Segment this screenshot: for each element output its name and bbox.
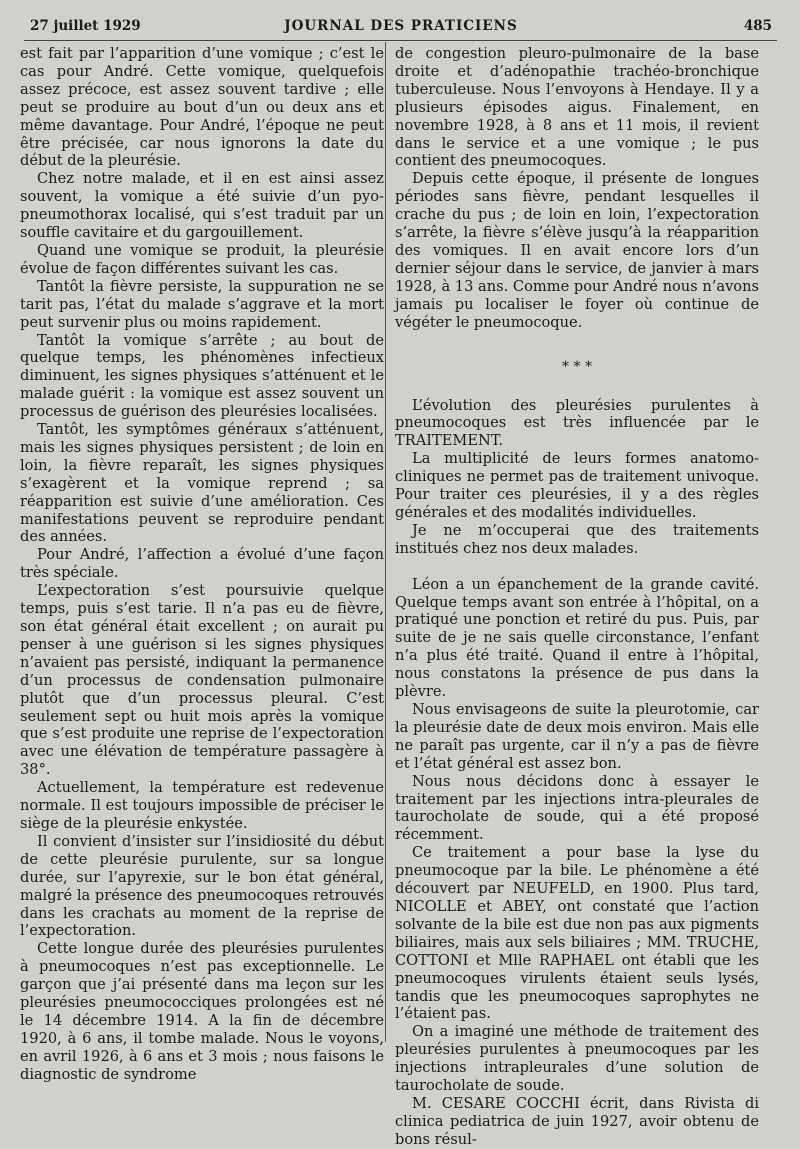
paragraph: Chez notre malade, et il en est ainsi assez souvent, la vomique a été suivie d’un pyo-pneumothorax localisé, qui s’est traduit par un souffle cavitaire et du gargouillement. (20, 170, 384, 242)
paragraph: Tantôt la vomique s’arrête ; au bout de quelque temps, les phénomènes infectieux diminuent, les signes physiques s’atténuent et le malade guérit : la vomique est assez souvent un processus de guérison des pleurésies localisées. (20, 331, 384, 421)
paragraph: Cette longue durée des pleurésies purulentes à pneumocoques n’est pas exceptionnelle. Le garçon que j’ai présenté dans ma leçon sur les pleurésies pneumococciques prolongées est né le 14 décembre 1914. A la fin de décembre 1920, à 6 ans, il tombe malade. Nous le voyons, en avril 1926, à 6 ans et 3 mois ; nous faisons le diagnostic de syndrome (20, 940, 384, 1083)
paragraph: Depuis cette époque, il présente de longues périodes sans fièvre, pendant lesquelles il crache du pus ; de loin en loin, l’expectoration s’arrête, la fièvre s’élève jusqu’à la réapparition des vomiques. Il en avait encore lors d’un dernier séjour dans le service, de janvier à mars 1928, à 13 ans. Comme pour André nous n’avons jamais pu localiser le foyer où continue de végéter le pneumocoque. (395, 170, 759, 331)
paragraph: La multiplicité de leurs formes anatomo-cliniques ne permet pas de traitement univoque. Pour traiter ces pleurésies, il y a des règles générales et des modalités individuelles. (395, 450, 759, 521)
header-rule (24, 40, 777, 41)
paragraph: Nous envisageons de suite la pleurotomie, car la pleurésie date de deux mois environ. Mais elle ne paraît pas urgente, car il n’y a pas de fièvre et l’état général est assez bon. (395, 701, 759, 772)
header-page-number: 485 (743, 18, 772, 34)
paragraph: Tantôt, les symptômes généraux s’atténuent, mais les signes physiques persistent ; de loin en loin, la fièvre reparaît, les signes physiques s’exagèrent et la vomique reprend ; sa réapparition est suivie d’une amélioration. Ces manifestations peuvent se reproduire pendant des années. (20, 421, 384, 546)
paragraph: Je ne m’occuperai que des traitements institués chez nos deux malades. (395, 521, 759, 557)
paragraph: Il convient d’insister sur l’insidiosité du début de cette pleurésie purulente, sur sa longue durée, sur l’apyrexie, sur le bon état général, malgré la présence des pneumocoques retrouvés dans les crachats au moment de la reprise de l’expectoration. (20, 832, 384, 940)
paragraph: Léon a un épanchement de la grande cavité. Quelque temps avant son entrée à l’hôpital, on a pratiqué une ponction et retiré du pus. Puis, par suite de je ne sais quelle circonstance, l’enfant n’a plus été traité. Quand il entre à l’hôpital, nous constatons la présence de pus dans la plèvre. (395, 575, 759, 701)
right-column (395, 45, 759, 1149)
column-divider (385, 42, 386, 1042)
paragraph: Nous nous décidons donc à essayer le traitement par les injections intra-pleurales de taurocholate de soude, qui a été proposé récemment. (395, 772, 759, 844)
paragraph: Quand une vomique se produit, la pleurésie évolue de façon différentes suivant les cas. (20, 241, 384, 277)
running-header (30, 16, 772, 38)
paragraph: est fait par l’apparition d’une vomique ; c’est le cas pour André. Cette vomique, quelquefois assez précoce, est assez souvent tardive ; elle peut se produire au bout d’un ou deux ans et même davantage. Pour André, l’époque ne peut être précisée, car nous ignorons la date du début de la pleurésie. (20, 45, 384, 170)
paragraph: M. CESARE COCCHI écrit, dans Rivista di clinica pediatrica de juin 1927, avoir obtenu de bons résul- (395, 1094, 759, 1148)
paragraph: de congestion pleuro-pulmonaire de la base droite et d’adénopathie trachéo-bronchique tuberculeuse. Nous l’envoyons à Hendaye. Il y a plusieurs épisodes aigus. Finalement, en novembre 1928, à 8 ans et 11 mois, il revient dans le service et a une vomique ; le pus contient des pneumocoques. (395, 45, 759, 170)
section-separator-asterism (395, 358, 759, 375)
paragraph: Ce traitement a pour base la lyse du pneumocoque par la bile. Le phénomène a été découvert par NEUFELD, en 1900. Plus tard, NICOLLE et ABEY, ont constaté que l’action solvante de la bile est due non pas aux pigments biliaires, mais aux sels biliaires ; MM. TRUCHE, COTTONI et Mlle RAPHAEL ont établi que les pneumocoques virulents étaient seuls lysés, tandis que les pneumocoques saprophytes ne l’étaient pas. (395, 844, 759, 1023)
paragraph: Pour André, l’affection a évolué d’une façon très spéciale. (20, 546, 384, 582)
header-journal-title: JOURNAL DES PRATICIENS (284, 18, 518, 34)
paragraph: L’évolution des pleurésies purulentes à pneumocoques est très influencée par le TRAITEMENT. (395, 396, 759, 450)
paragraph: L’expectoration s’est poursuivie quelque temps, puis s’est tarie. Il n’a pas eu de fièvre, son état général était excellent ; on aurait pu penser à une guérison si les signes physiques n’avaient pas persisté, indiquant la permanence d’un processus de condensation pulmonaire plutôt que d’un processus pleural. C’est seulement sept ou huit mois après la vomique que s’est produite une reprise de l’expectoration avec une élévation de température passagère à 38°. (20, 582, 384, 779)
asterism: * * * (562, 358, 592, 375)
paragraph: Actuellement, la température est redevenue normale. Il est toujours impossible de préciser le siège de la pleurésie enkystée. (20, 779, 384, 832)
header-date: 27 juillet 1929 (30, 18, 141, 34)
left-column (20, 45, 384, 1084)
paragraph: On a imaginé une méthode de traitement des pleurésies purulentes à pneumocoques par les injections intrapleurales d’une solution de taurocholate de soude. (395, 1023, 759, 1095)
paragraph: Tantôt la fièvre persiste, la suppuration ne se tarit pas, l’état du malade s’aggrave et la mort peut survenir plus ou moins rapidement. (20, 277, 384, 331)
